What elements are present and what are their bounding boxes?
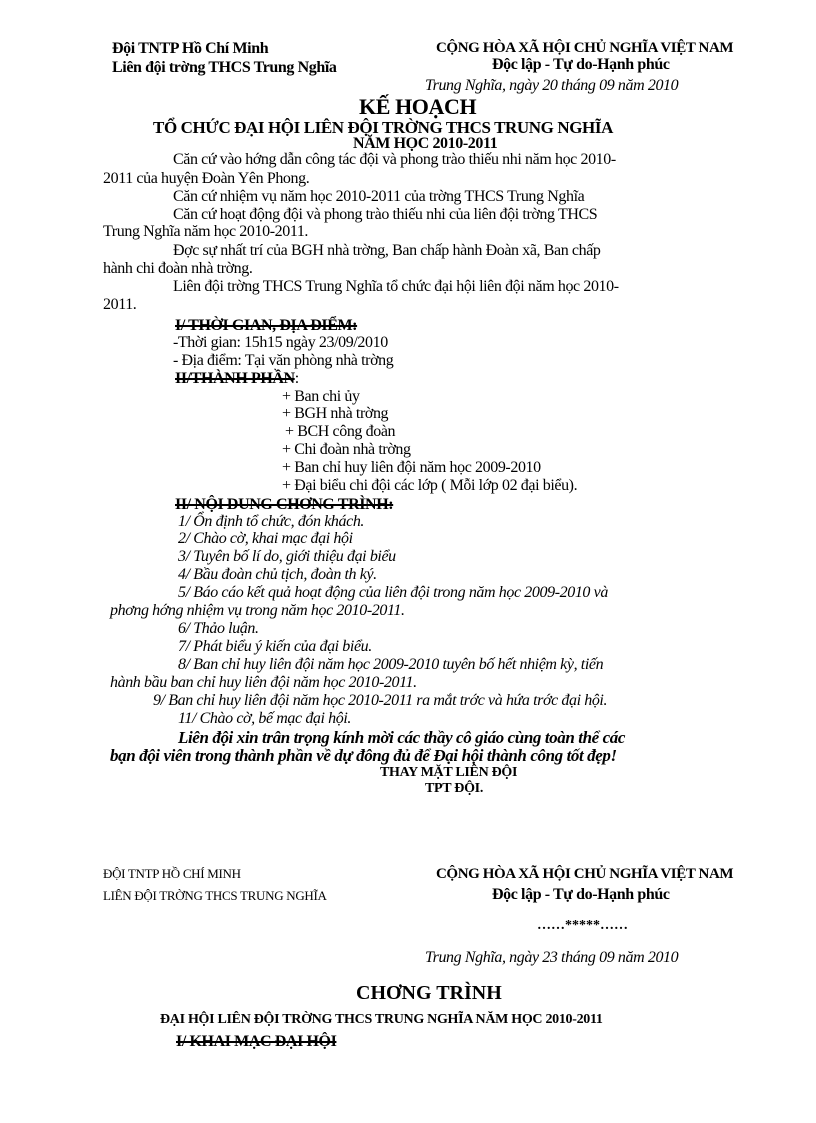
- invitation-text-cont: bạn đội viên trong thành phần về dự đông đủ để Đại hội thành công tốt đẹp!: [110, 746, 617, 765]
- intro-paragraph-5: Liên đội trờng THCS Trung Nghĩa tổ chức đại hội liên đội năm học 2010-: [173, 278, 619, 295]
- nation-name: CỘNG HÒA XÃ HỘI CHỦ NGHĨA VIỆT NAM: [436, 40, 734, 56]
- intro-paragraph-3: Căn cứ hoạt động đội và phong trào thiếu nhi của liên đội trờng THCS: [173, 206, 598, 223]
- opening-section-heading: I/ KHAI MẠC ĐẠI HỘI: [176, 1033, 337, 1050]
- program-item-8: 8/ Ban chỉ huy liên đội năm học 2009-2010 tuyên bố hết nhiệm kỳ, tiến: [178, 656, 604, 673]
- section-members-heading: [175, 371, 299, 387]
- section-program-heading: II/ NỘI DUNG CHƠNG TRÌNH:: [175, 496, 394, 513]
- program-item-5-cont: phơng hớng nhiệm vụ trong năm học 2010-2011.: [110, 602, 405, 619]
- intro-paragraph-4-cont: hành chi đoàn nhà trờng.: [103, 260, 253, 277]
- member-item: + Đại biểu chi đội các lớp ( Mỗi lớp 02 đại biểu).: [282, 477, 578, 494]
- intro-paragraph-5-cont: 2011.: [103, 296, 137, 313]
- program-item-7: 7/ Phát biểu ý kiến của đại biểu.: [178, 638, 372, 655]
- nation-motto: Độc lập - Tự do-Hạnh phúc: [492, 56, 670, 73]
- intro-paragraph-3-cont: Trung Nghĩa năm học 2010-2011.: [103, 223, 309, 240]
- intro-paragraph-2: Căn cứ nhiệm vụ năm học 2010-2011 của trờng THCS Trung Nghĩa: [173, 188, 585, 205]
- member-item: + Ban chỉ huy liên đội năm học 2009-2010: [282, 459, 541, 476]
- document-date: Trung Nghĩa, ngày 20 tháng 09 năm 2010: [425, 77, 679, 94]
- org-unit: Liên đội trờng THCS Trung Nghĩa: [112, 59, 337, 76]
- section-time-place-heading: I/ THỜI GIAN, ĐỊA ĐIỂM:: [175, 317, 358, 334]
- document-title: KẾ HOẠCH: [359, 94, 477, 119]
- program-subtitle: ĐẠI HỘI LIÊN ĐỘI TRỜNG THCS TRUNG NGHĨA NĂM HỌC 2010-2011: [160, 1012, 603, 1027]
- intro-paragraph-4: Đợc sự nhất trí của BGH nhà trờng, Ban chấp hành Đoàn xã, Ban chấp: [173, 242, 601, 259]
- page2-org-name: ĐỘI TNTP HỒ CHÍ MINH: [103, 866, 241, 881]
- member-item: + Ban chi ủy: [282, 388, 360, 405]
- org-name: Đội TNTP Hồ Chí Minh: [112, 40, 269, 57]
- program-item-9: 9/ Ban chỉ huy liên đội năm học 2010-2011 ra mắt trớc và hứa trớc đại hội.: [153, 692, 608, 709]
- invitation-text: Liên đội xin trân trọng kính mời các thầy cô giáo cùng toàn thể các: [178, 728, 626, 747]
- program-item-1: 1/ Ổn định tổ chức, đón khách.: [178, 513, 365, 530]
- program-item-8-cont: hành bầu ban chỉ huy liên đội năm học 2010-2011.: [110, 674, 417, 691]
- program-item-2: 2/ Chào cờ, khai mạc đại hội: [178, 530, 353, 547]
- meeting-time: -Thời gian: 15h15 ngày 23/09/2010: [173, 334, 388, 351]
- program-item-11: 11/ Chào cờ, bế mạc đại hội.: [178, 710, 352, 727]
- page2-nation-name: CỘNG HÒA XÃ HỘI CHỦ NGHĨA VIỆT NAM: [436, 866, 734, 882]
- member-item: + BGH nhà trờng: [282, 405, 389, 422]
- page2-org-unit: LIÊN ĐỘI TRỜNG THCS TRUNG NGHĨA: [103, 888, 327, 903]
- decorative-stars: ……*****……: [537, 918, 628, 933]
- program-item-5: 5/ Báo cáo kết quả hoạt động của liên đội trong năm học 2009-2010 và: [178, 584, 608, 601]
- section-members-title: II/THÀNH PHẦN: [175, 370, 295, 387]
- signature-role: TPT ĐỘI.: [425, 781, 484, 796]
- section-members-colon: :: [294, 370, 300, 387]
- intro-paragraph-1-cont: 2011 của huyện Đoàn Yên Phong.: [103, 170, 310, 187]
- meeting-place: - Địa điểm: Tại văn phòng nhà trờng: [173, 352, 394, 369]
- school-year: NĂM HỌC 2010-2011: [353, 135, 498, 152]
- signature-title: THAY MẶT LIÊN ĐỘI: [380, 765, 518, 780]
- page2-date: Trung Nghĩa, ngày 23 tháng 09 năm 2010: [425, 949, 679, 966]
- intro-paragraph-1: Căn cứ vào hớng dẫn công tác đội và phong trào thiếu nhi năm học 2010-: [173, 151, 616, 168]
- page2-nation-motto: Độc lập - Tự do-Hạnh phúc: [492, 886, 670, 903]
- program-title: CHƠNG TRÌNH: [356, 982, 502, 1004]
- program-item-6: 6/ Thảo luận.: [178, 620, 259, 637]
- member-item: + Chi đoàn nhà trờng: [282, 441, 411, 458]
- document-subtitle: TỔ CHỨC ĐẠI HỘI LIÊN ĐỘI TRỜNG THCS TRUNG NGHĨA: [153, 118, 613, 137]
- program-item-3: 3/ Tuyên bố lí do, giới thiệu đại biểu: [178, 548, 396, 565]
- member-item: + BCH công đoàn: [285, 423, 396, 440]
- program-item-4: 4/ Bầu đoàn chủ tịch, đoàn th ký.: [178, 566, 377, 583]
